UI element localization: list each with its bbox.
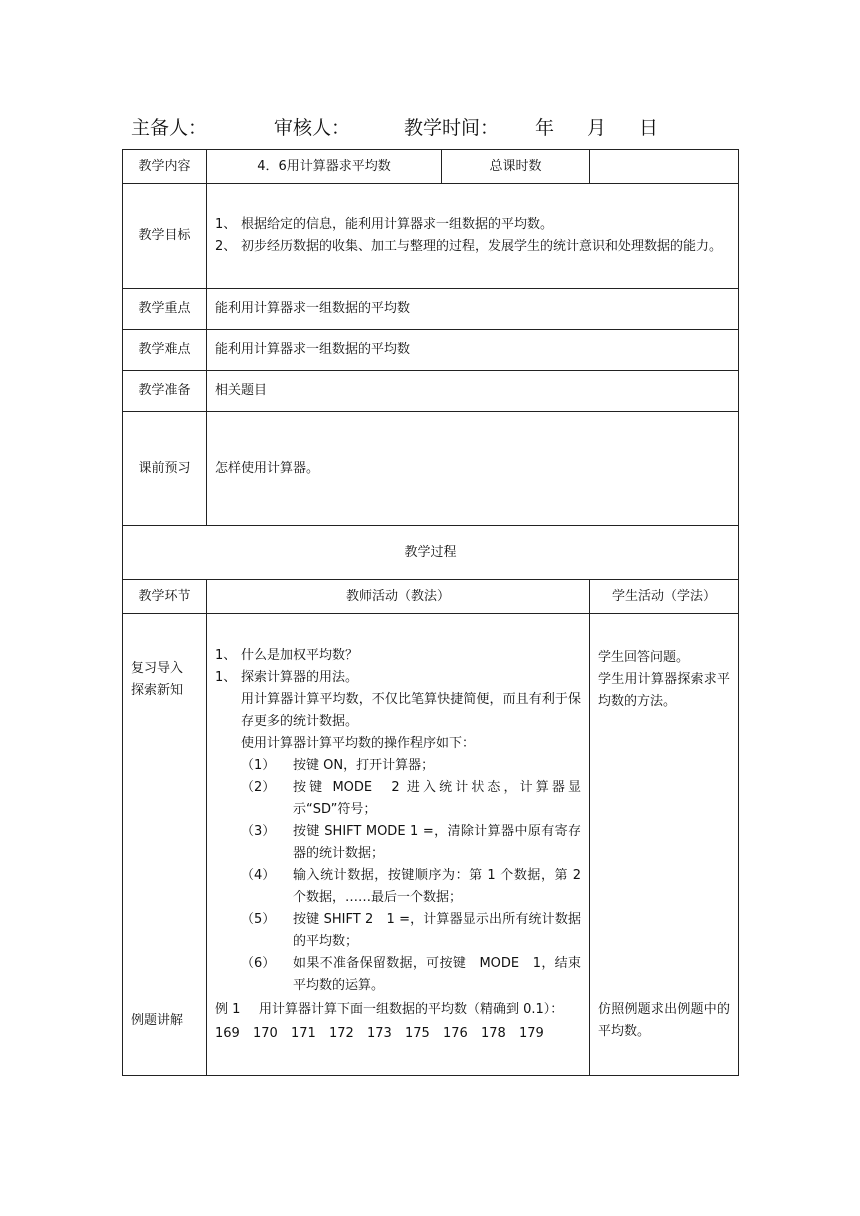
preparer-label: 主备人： <box>131 117 208 139</box>
row-process-title <box>123 526 739 580</box>
reviewer-label: 审核人： <box>274 117 351 139</box>
stage-column-header: 教学环节 <box>123 580 207 614</box>
row-preparation <box>123 371 739 412</box>
stage-example: 例题讲解 <box>131 1012 184 1028</box>
process-item: 1、 探索计算器的用法。 <box>215 669 359 685</box>
procedure-step: （2） 按键 MODE 2 进入统计状态，计算器显示“SD”符号； <box>241 779 581 817</box>
lesson-plan-table <box>122 149 739 1076</box>
preparation-value: 相关题目 <box>207 371 739 412</box>
objective-item: 1、 根据给定的信息，能利用计算器求一组数据的平均数。 <box>215 217 554 232</box>
month-label: 月 <box>587 117 607 139</box>
row-content <box>123 150 739 184</box>
total-hours-value <box>590 150 739 184</box>
data-value: 173 <box>367 1025 392 1041</box>
difficulty-value: 能利用计算器求一组数据的平均数 <box>207 330 739 371</box>
data-value: 175 <box>405 1025 430 1041</box>
data-value: 170 <box>253 1025 278 1041</box>
student-activity-example: 仿照例题求出例题中的平均数。 <box>598 1001 730 1039</box>
row-process-body <box>123 614 739 1076</box>
example-1 <box>215 999 581 1021</box>
row-preview <box>123 412 739 526</box>
row-objectives <box>123 184 739 289</box>
teacher-column-header: 教师活动（教法） <box>207 580 590 614</box>
example-text: 用计算器计算下面一组数据的平均数（精确到 0.1）： <box>259 1001 564 1017</box>
key-points-label: 教学重点 <box>123 289 207 330</box>
key-points-value: 能利用计算器求一组数据的平均数 <box>207 289 739 330</box>
student-activity-explore: 学生用计算器探索求平均数的方法。 <box>598 671 730 709</box>
objective-item: 2、 初步经历数据的收集、加工与整理的过程，发展学生的统计意识和处理数据的能力。 <box>215 239 723 254</box>
content-label: 教学内容 <box>123 150 207 184</box>
student-activity-review: 学生回答问题。 <box>598 649 690 665</box>
student-activity-cell <box>590 614 739 1076</box>
data-value: 172 <box>329 1025 354 1041</box>
day-label: 日 <box>639 117 659 139</box>
teacher-activity-cell <box>207 614 590 1076</box>
objectives-cell <box>207 184 739 289</box>
year-label: 年 <box>535 117 555 139</box>
stage-explore: 探索新知 <box>131 682 184 698</box>
difficulty-label: 教学难点 <box>123 330 207 371</box>
calculator-intro: 用计算器计算平均数，不仅比笔算快捷简便，而且有利于保存更多的统计数据。 <box>241 691 581 729</box>
preview-value: 怎样使用计算器。 <box>207 412 739 526</box>
stage-cell <box>123 614 207 1076</box>
preview-label: 课前预习 <box>123 412 207 526</box>
total-hours-label: 总课时数 <box>442 150 590 184</box>
data-value: 176 <box>443 1025 468 1041</box>
procedure-step: （4） 输入统计数据，按键顺序为：第 1 个数据，第 2 个数据，……最后一个数据； <box>241 867 581 905</box>
data-value: 179 <box>519 1025 544 1041</box>
procedure-step: （5） 按键 SHIFT 2 1 =，计算器显示出所有统计数据的平均数； <box>241 911 581 949</box>
procedure-step: （3） 按键 SHIFT MODE 1 =，清除计算器中原有寄存器的统计数据； <box>241 823 581 861</box>
example-data <box>215 1023 581 1045</box>
process-item: 1、 什么是加权平均数？ <box>215 647 359 663</box>
procedure-step: （6） 如果不准备保留数据，可按键 MODE 1，结束平均数的运算。 <box>241 955 581 993</box>
preparation-label: 教学准备 <box>123 371 207 412</box>
row-process-header <box>123 580 739 614</box>
data-value: 171 <box>291 1025 316 1041</box>
procedure-intro: 使用计算器计算平均数的操作程序如下： <box>241 735 476 751</box>
student-column-header: 学生活动（学法） <box>590 580 739 614</box>
example-number: 例 1 <box>215 1001 241 1017</box>
procedure-step: （1） 按键 ON，打开计算器； <box>241 757 435 773</box>
teaching-time-label: 教学时间： <box>404 117 500 139</box>
row-key-points <box>123 289 739 330</box>
objectives-label: 教学目标 <box>123 184 207 289</box>
process-title: 教学过程 <box>123 526 739 580</box>
row-difficulty <box>123 330 739 371</box>
data-value: 169 <box>215 1025 240 1041</box>
content-value: 4．6用计算器求平均数 <box>207 150 442 184</box>
data-value: 178 <box>481 1025 506 1041</box>
stage-review: 复习导入 <box>131 660 184 676</box>
